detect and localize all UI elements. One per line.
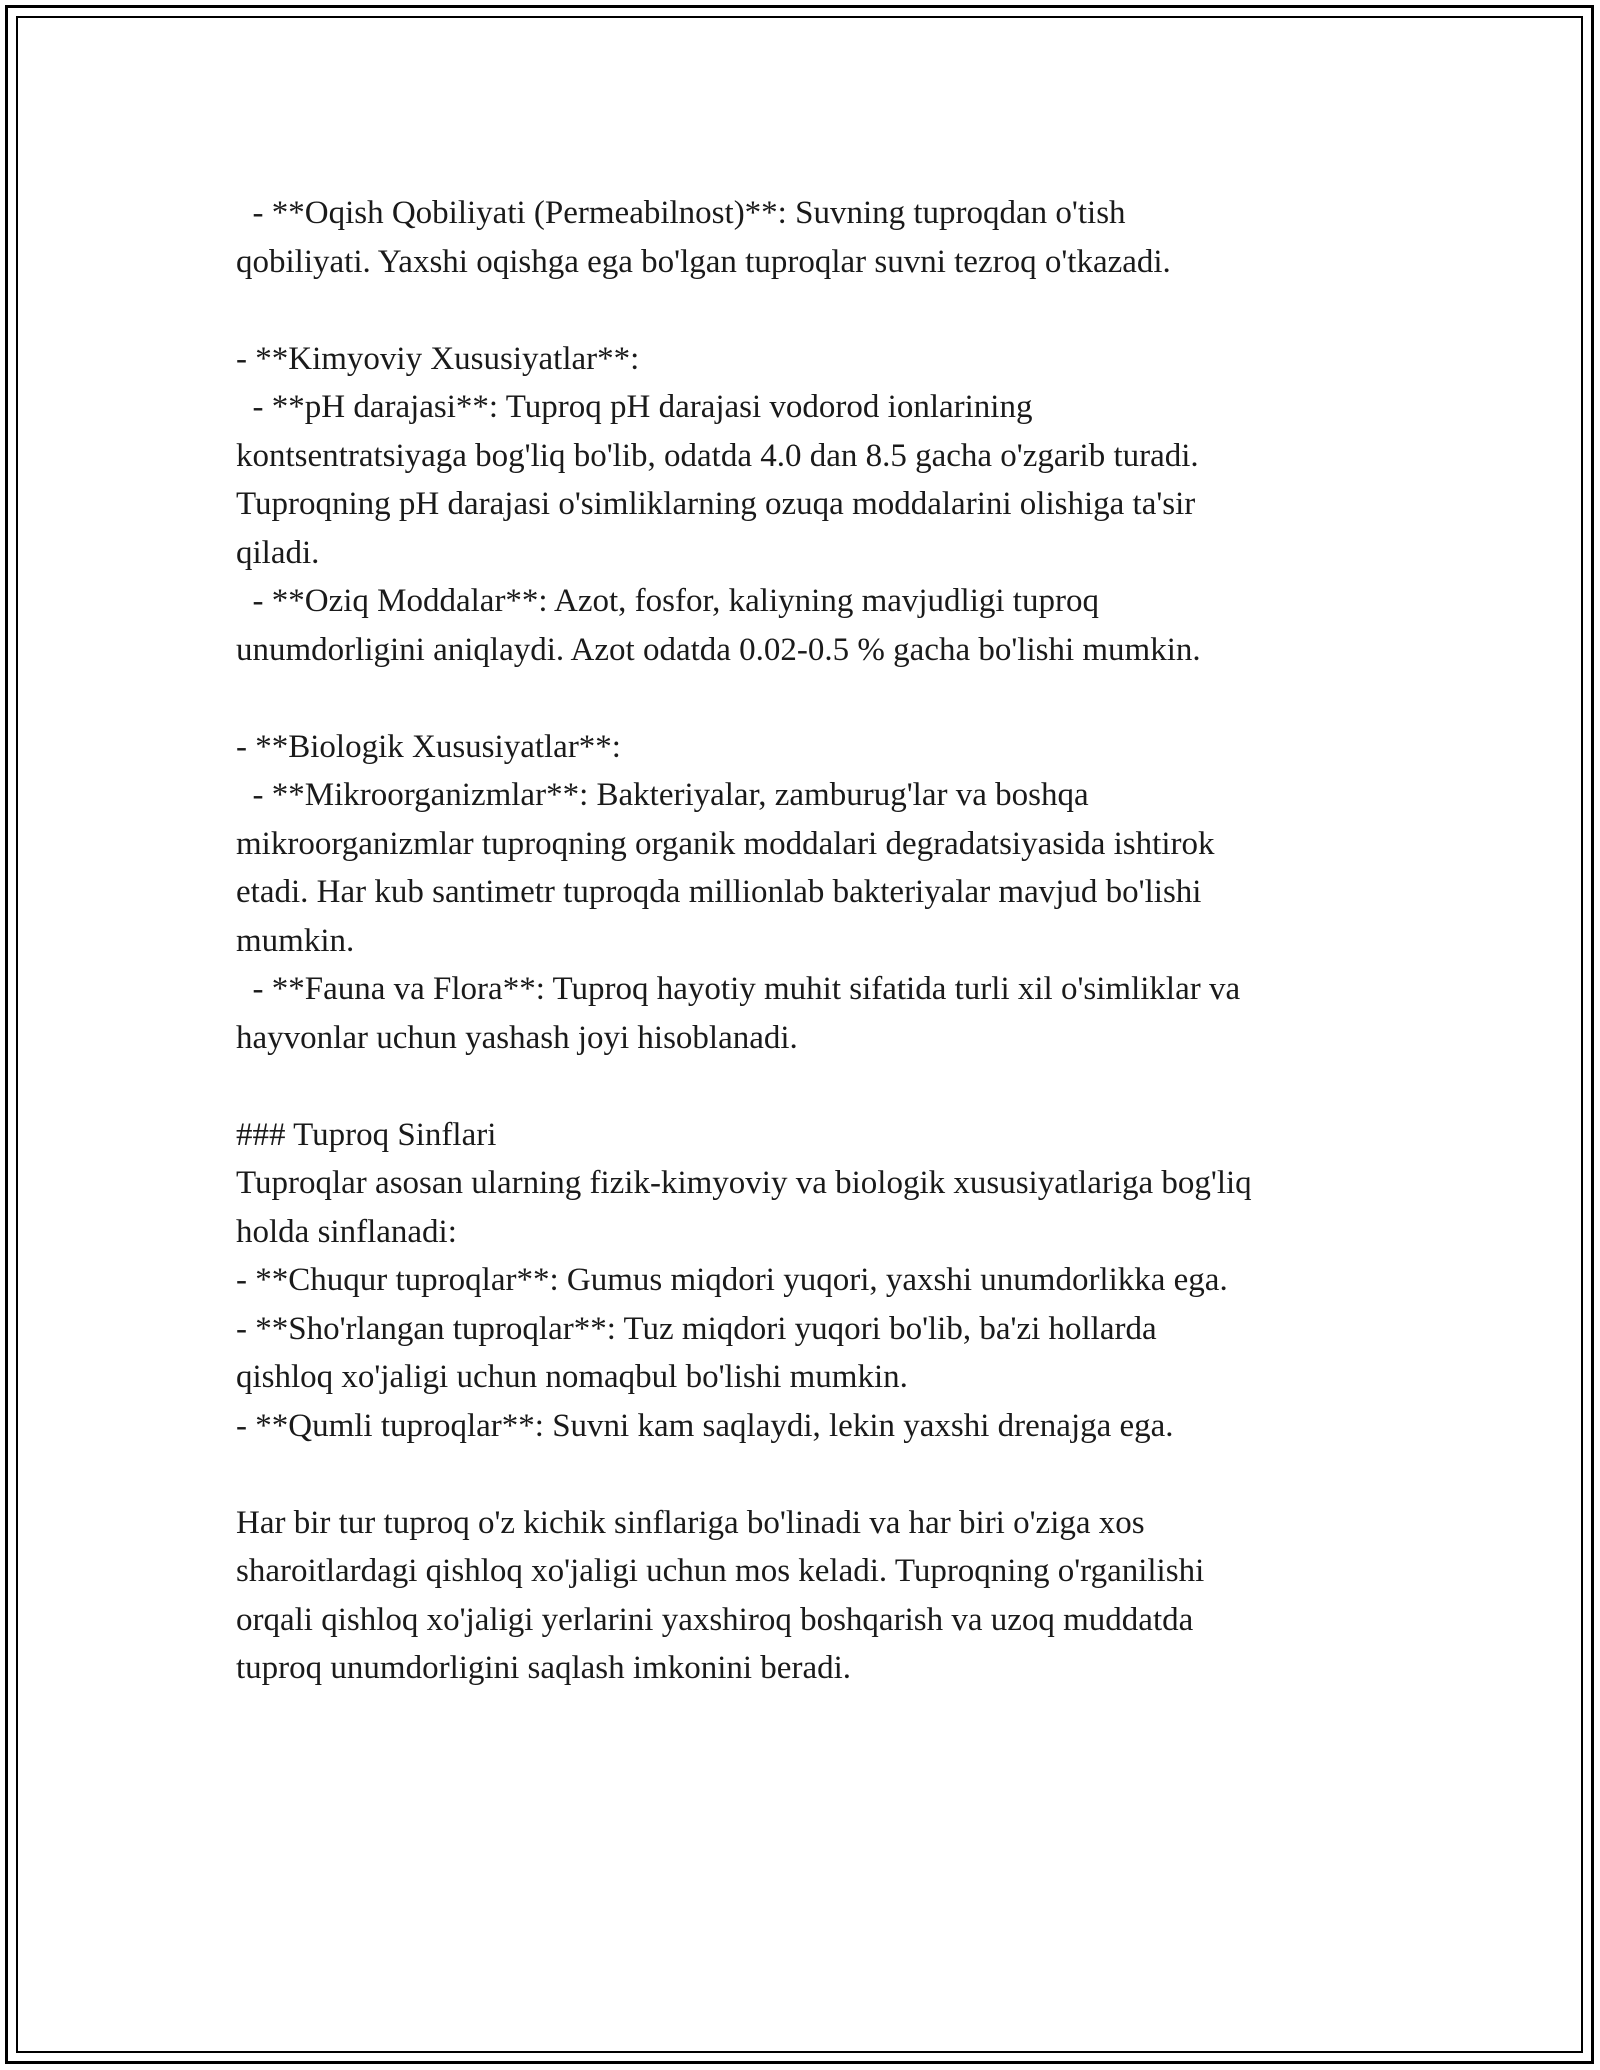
- text-line: sharoitlardagi qishloq xo'jaligi uchun mos keladi. Tuproqning o'rganilishi: [236, 1553, 1205, 1589]
- text-line: tuproq unumdorligini saqlash imkonini beradi.: [236, 1650, 852, 1686]
- text-line: - **Fauna va Flora**: Tuproq hayotiy muhit sifatida turli xil o'simliklar va: [236, 971, 1241, 1007]
- text-line: - **Mikroorganizmlar**: Bakteriyalar, zamburug'lar va boshqa: [236, 777, 1089, 813]
- text-line: Tuproqning pH darajasi o'simliklarning ozuqa moddalarini olishiga ta'sir: [236, 486, 1196, 522]
- text-line: Har bir tur tuproq o'z kichik sinflariga bo'linadi va har biri o'ziga xos: [236, 1504, 1145, 1541]
- paragraph-gap: [236, 1450, 1386, 1499]
- text-line: kontsentratsiyaga bog'liq bo'lib, odatda 4.0 dan 8.5 gacha o'zgarib turadi.: [236, 437, 1199, 474]
- paragraph-gap: [236, 286, 1386, 335]
- text-line: - **Kimyoviy Xususiyatlar**:: [236, 340, 640, 377]
- document-body: [236, 189, 1386, 1693]
- text-line: - **Oziq Moddalar**: Azot, fosfor, kaliyning mavjudligi tuproq: [236, 583, 1099, 619]
- text-line: hayvonlar uchun yashash joyi hisoblanadi.: [236, 1019, 798, 1056]
- text-line: - **Oqish Qobiliyati (Permeabilnost)**: Suvning tuproqdan o'tish: [236, 195, 1126, 231]
- section-tuproq-sinflari: [236, 1111, 1386, 1451]
- section-biologik: [236, 723, 1386, 1063]
- text-line: - **Biologik Xususiyatlar**:: [236, 728, 621, 765]
- text-line: qiladi.: [236, 534, 320, 571]
- section-oqish: [236, 189, 1386, 286]
- text-line: orqali qishloq xo'jaligi yerlarini yaxshiroq boshqarish va uzoq muddatda: [236, 1601, 1194, 1638]
- text-line: - **pH darajasi**: Tuproq pH darajasi vodorod ionlarining: [236, 389, 1033, 425]
- section-kimyoviy: [236, 335, 1386, 675]
- text-line: unumdorligini aniqlaydi. Azot odatda 0.02-0.5 % gacha bo'lishi mumkin.: [236, 631, 1201, 668]
- text-line: etadi. Har kub santimetr tuproqda millionlab bakteriyalar mavjud bo'lishi: [236, 874, 1202, 910]
- text-line: Tuproqlar asosan ularning fizik-kimyoviy va biologik xususiyatlariga bog'liq: [236, 1165, 1252, 1201]
- section-xulosa: [236, 1499, 1386, 1693]
- text-line: - **Qumli tuproqlar**: Suvni kam saqlaydi, lekin yaxshi drenajga ega.: [236, 1407, 1174, 1444]
- text-line: mumkin.: [236, 922, 355, 959]
- section-heading: ### Tuproq Sinflari: [236, 1116, 497, 1153]
- text-line: holda sinflanadi:: [236, 1213, 457, 1250]
- text-line: - **Chuqur tuproqlar**: Gumus miqdori yuqori, yaxshi unumdorlikka ega.: [236, 1262, 1228, 1298]
- paragraph-gap: [236, 674, 1386, 723]
- paragraph-gap: [236, 1062, 1386, 1111]
- text-line: qobiliyati. Yaxshi oqishga ega bo'lgan tuproqlar suvni tezroq o'tkazadi.: [236, 243, 1171, 280]
- text-line: mikroorganizmlar tuproqning organik moddalari degradatsiyasida ishtirok: [236, 825, 1215, 862]
- text-line: qishloq xo'jaligi uchun nomaqbul bo'lishi mumkin.: [236, 1359, 908, 1395]
- text-line: - **Sho'rlangan tuproqlar**: Tuz miqdori yuqori bo'lib, ba'zi hollarda: [236, 1310, 1157, 1347]
